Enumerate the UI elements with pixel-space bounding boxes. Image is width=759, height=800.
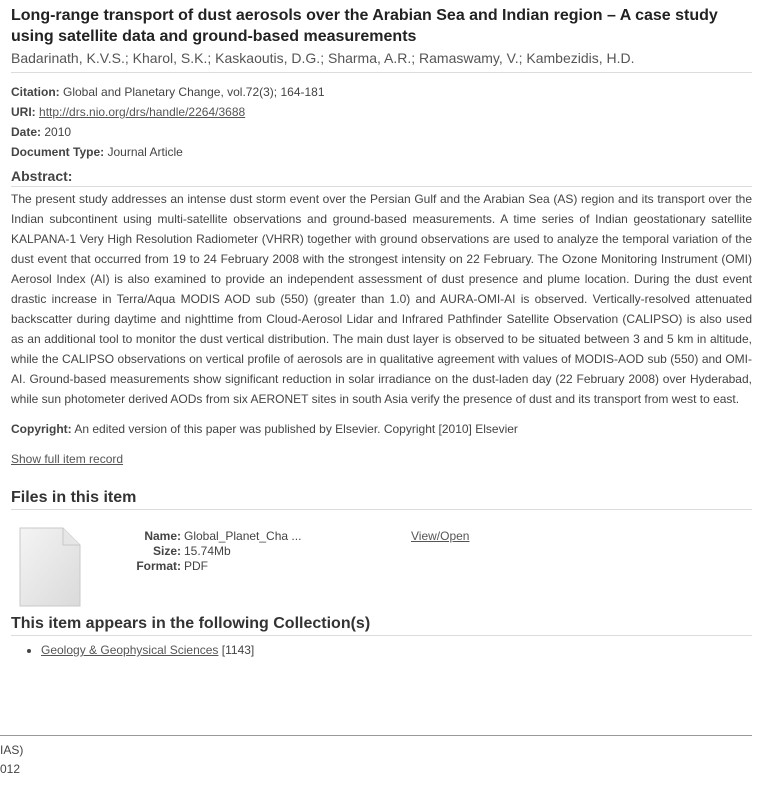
view-open-link[interactable]: View/Open xyxy=(411,529,470,543)
copyright-label: Copyright: xyxy=(11,422,72,436)
document-type-value: Journal Article xyxy=(107,145,183,159)
uri-link[interactable]: http://drs.nio.org/drs/handle/2264/3688 xyxy=(39,105,246,119)
collections-heading: This item appears in the following Collection(s) xyxy=(11,614,752,636)
file-format-row xyxy=(111,559,301,574)
uri-label: URI: xyxy=(11,105,36,119)
file-name-label: Name: xyxy=(144,529,181,543)
date-row xyxy=(11,122,752,142)
item-title: Long-range transport of dust aerosols over the Arabian Sea and Indian region – A case study using satellite data and ground-based measurements xyxy=(11,7,718,45)
metadata-block xyxy=(11,82,752,162)
document-type-label: Document Type: xyxy=(11,145,105,159)
file-name-row xyxy=(111,529,301,544)
files-heading: Files in this item xyxy=(11,488,752,510)
file-icon[interactable] xyxy=(19,527,81,607)
copyright-row xyxy=(11,419,752,439)
collections-list xyxy=(11,640,752,660)
abstract-text: The present study addresses an intense dust storm event over the Persian Gulf and the Arabian Sea (AS) region and its transport over the Indian subcontinent using multi-satellite observations and ground-based measurements. A time series of Indian geostationary satellite KALPANA-1 Very High Resolution Radiometer (VHRR) together with ground observations are used to analyze the temporal variation of the dust event that occurred from 19 to 24 February 2008 with the strongest intensity on 22 February. The Ozone Monitoring Instrument (OMI) Aerosol Index (AI) is also examined to provide an independent assessment of dust presence and plume location. During the dust event drastic increase in Terra/Aqua MODIS AOD sub (550) (greater than 1.0) and AURA-OMI-AI is observed. Vertically-resolved attenuated backscatter during daytime and nighttime from Cloud-Aerosol Lidar and Infrared Pathfinder Satellite Observation (CALIPSO) is also used as an additional tool to monitor the dust vertical distribution. The main dust layer is observed to be situated between 3 and 5 km in altitude, while the CALIPSO observations on vertical profile of aerosols are in qualitative agreement with values of MODIS-AOD sub (550) and OMI-AI. Ground-based measurements show significant reduction in solar irradiance on the dust-laden day (22 February 2008) over Hyderabad, while sun photometer derived AODs from six AERONET sites in south Asia verify the presence of dust and its transport from west to east. xyxy=(11,192,752,406)
citation-value: Global and Planetary Change, vol.72(3); 164-181 xyxy=(63,85,325,99)
file-name-value: Global_Planet_Cha ... xyxy=(184,529,302,543)
copyright-value: An edited version of this paper was published by Elsevier. Copyright [2010] Elsevier xyxy=(74,422,518,436)
show-full-record-link[interactable]: Show full item record xyxy=(11,452,124,466)
file-fields xyxy=(111,529,301,574)
footer-line-1: IAS) xyxy=(0,743,24,757)
file-format-value: PDF xyxy=(184,559,208,573)
footer-divider xyxy=(0,735,752,736)
item-authors: Badarinath, K.V.S.; Kharol, S.K.; Kaskaoutis, D.G.; Sharma, A.R.; Ramaswamy, V.; Kambezidis, H.D. xyxy=(11,48,752,73)
citation-row xyxy=(11,82,752,102)
file-entry xyxy=(11,516,752,612)
date-label: Date: xyxy=(11,125,42,139)
file-size-row xyxy=(111,544,301,559)
citation-label: Citation: xyxy=(11,85,60,99)
file-size-label: Size: xyxy=(152,544,181,558)
date-value: 2010 xyxy=(44,125,72,139)
collection-link[interactable]: Geology & Geophysical Sciences xyxy=(41,643,219,657)
document-type-row xyxy=(11,142,752,162)
abstract-heading: Abstract: xyxy=(11,166,752,187)
item-view xyxy=(11,5,752,660)
file-format-label: Format: xyxy=(136,559,181,573)
full-record-row xyxy=(11,449,752,469)
file-size-value: 15.74Mb xyxy=(184,544,231,558)
collection-count: [1143] xyxy=(221,643,255,657)
footer-line-2: 012 xyxy=(0,762,21,776)
collection-item xyxy=(41,640,752,660)
uri-row xyxy=(11,102,752,122)
